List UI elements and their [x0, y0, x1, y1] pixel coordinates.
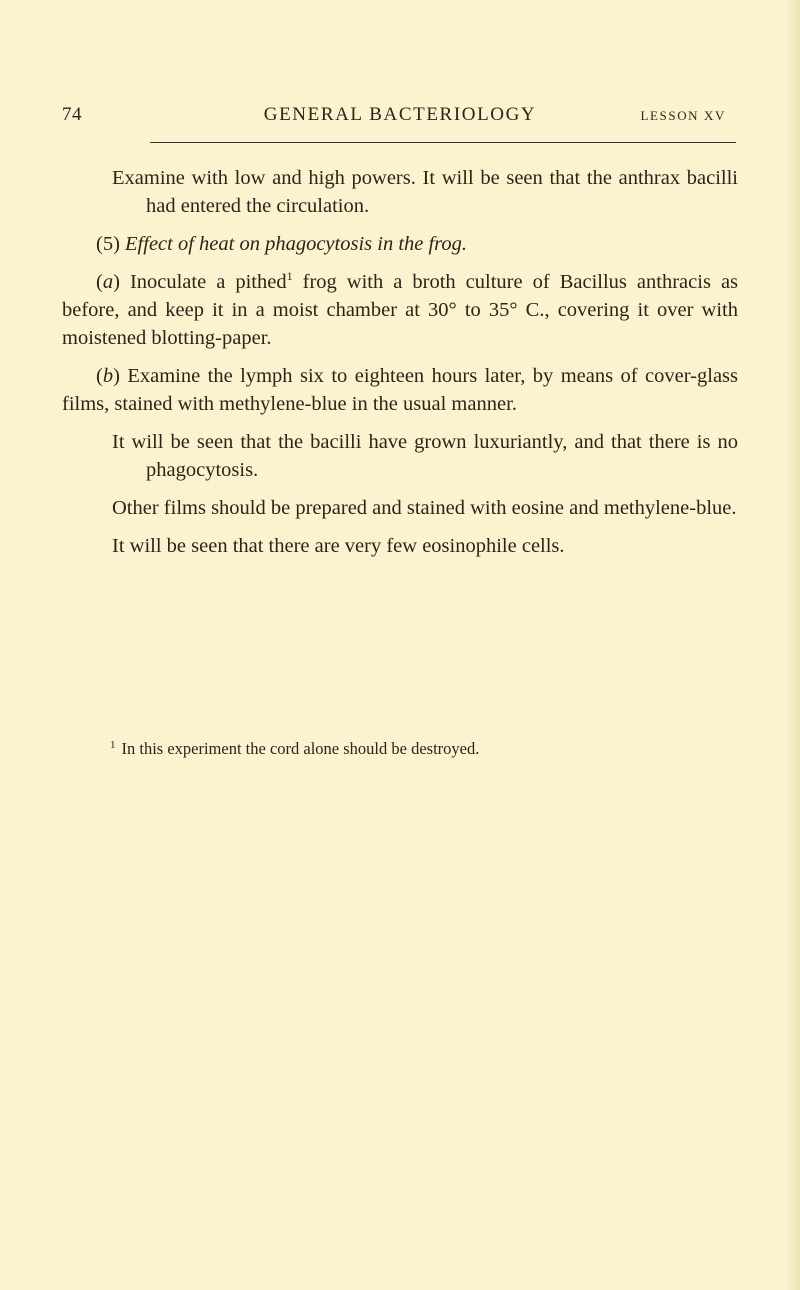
paragraph-b: (b) Examine the lymph six to eighteen hours later, by means of cover-glass films, stained with methylene-blue in the usual manner. — [62, 365, 738, 415]
body-text — [62, 164, 738, 570]
observation-eosinophile: It will be seen that there are very few eosinophile cells. — [112, 535, 565, 557]
step-a-text-after: frog with a broth culture of Bacillus anthracis as before, and keep it in a moist chamber at 30° to 35° C., covering it over with moistened blotting-paper. — [62, 271, 739, 349]
section-title: Effect of heat on phagocytosis in the frog. — [125, 233, 468, 255]
footnote-mark: 1 — [110, 739, 116, 751]
step-a-text-before: Inoculate a pithed — [129, 271, 287, 293]
paragraph-a: (a) Inoculate a pithed$^1$ frog with a broth culture of Bacillus anthracis as before, and keep it in a moist chamber at 30° to 35° C., covering it over with moistened blotting-paper. — [62, 269, 739, 349]
footnote — [110, 734, 738, 760]
running-title: GENERAL BACTERIOLOGY — [263, 104, 537, 125]
page-number: 74 — [62, 104, 82, 125]
step-a-label: a — [102, 271, 114, 293]
header-rule — [150, 142, 736, 143]
lesson-label: LESSON XV — [640, 108, 726, 123]
paragraph-examine: Examine with low and high powers. It will be seen that the anthrax bacilli had entered the circulation. — [112, 167, 738, 217]
step-b-label: b — [102, 365, 114, 387]
footnote-reference: 1 — [286, 269, 293, 283]
step-b-text: Examine the lymph six to eighteen hours later, by means of cover-glass films, stained with methylene-blue in the usual manner. — [62, 365, 738, 415]
observation-growth: It will be seen that the bacilli have grown luxuriantly, and that there is no phagocytosis. — [112, 431, 738, 481]
running-head — [62, 104, 738, 128]
section-number: (5) — [96, 233, 120, 255]
observation-films: Other films should be prepared and stained with eosine and methylene-blue. — [112, 497, 737, 519]
page-edge-shade — [786, 0, 800, 1290]
footnote-text: In this experiment the cord alone should be destroyed. — [121, 739, 480, 758]
section-heading — [62, 230, 738, 258]
